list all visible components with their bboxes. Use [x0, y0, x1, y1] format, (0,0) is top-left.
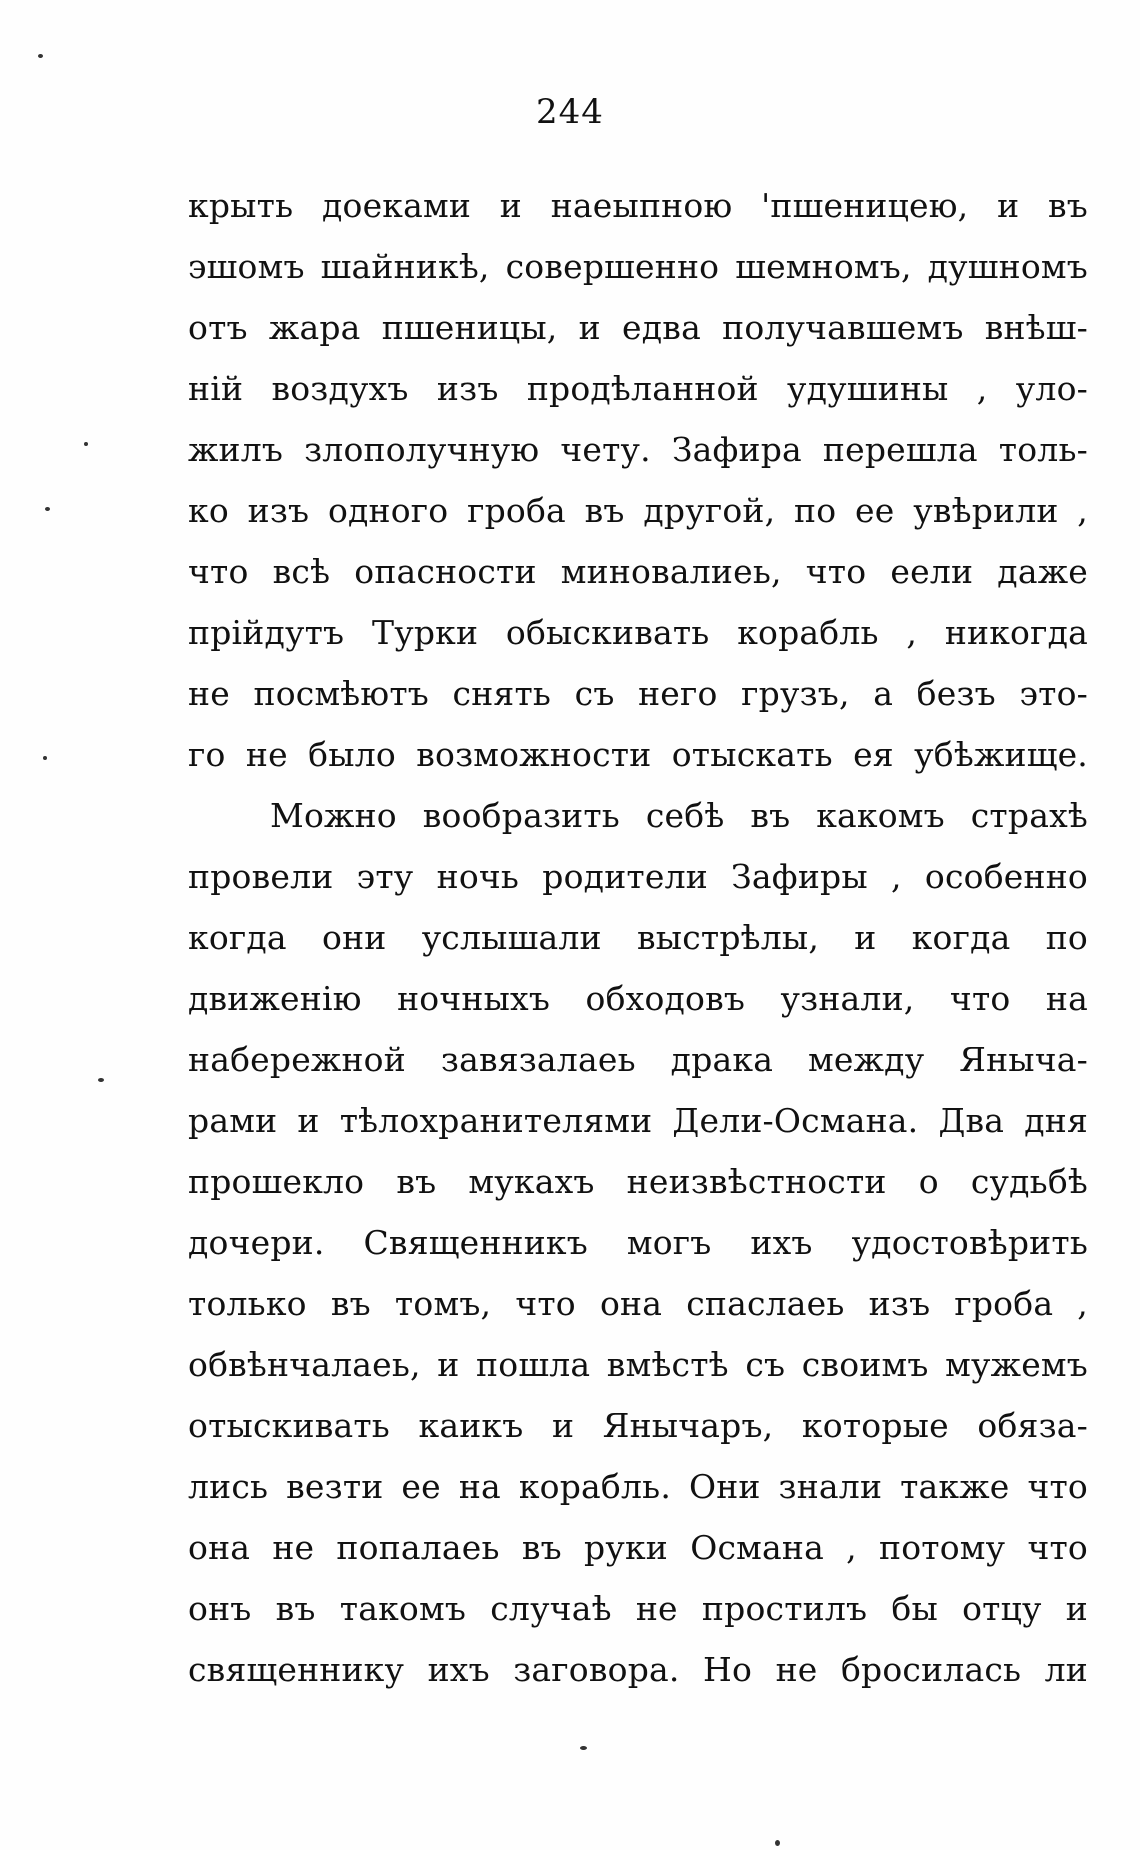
- text-line: Можно вообразить себѣ въ какомъ страхѣ: [270, 796, 1088, 835]
- text-line: обвѣнчалаеь, и пошла вмѣстѣ съ своимъ мужемъ: [188, 1345, 1088, 1384]
- text-line: набережной завязалаеь драка между Янычa-: [188, 1040, 1088, 1079]
- text-line: жилъ злополучную чету. Зафира перешла толь-: [188, 430, 1088, 469]
- text-line: когда они услышали выстрѣлы, и когда по: [188, 918, 1088, 957]
- scan-speck: [43, 756, 47, 760]
- scan-speck: [38, 54, 43, 58]
- text-line: что всѣ опасности миновалиеь, что еели даже: [188, 552, 1088, 591]
- text-line: провели эту ночь родители Зафиры , особенно: [188, 857, 1088, 896]
- text-line: крыть доеками и наеыпною 'пшеницею, и въ: [188, 186, 1088, 225]
- text-line: дочери. Священникъ могъ ихъ удостовѣрить: [188, 1223, 1088, 1262]
- scan-speck: [775, 1840, 780, 1846]
- text-line: она не попалаеь въ руки Османа , потому что: [188, 1528, 1088, 1567]
- scan-speck: [84, 442, 88, 446]
- text-line: лись везти ее на корабль. Они знали также что: [188, 1467, 1088, 1506]
- text-line: онъ въ такомъ случаѣ не простилъ бы отцу и: [188, 1589, 1088, 1628]
- text-line: движенію ночныхъ обходовъ узнали, что на: [188, 979, 1088, 1018]
- scan-speck: [580, 1746, 587, 1750]
- text-line: священнику ихъ заговора. Но не бросилась ли: [188, 1650, 1088, 1689]
- text-line: прошекло въ мукахъ неизвѣстности о судьбѣ: [188, 1162, 1088, 1201]
- text-line: эшомъ шайникѣ, совершенно шемномъ, душномъ: [188, 247, 1088, 286]
- text-line: го не было возможности отыскать ея убѣжище.: [188, 735, 1088, 774]
- text-line: ко изъ одного гроба въ другой, по ее увѣрили ,: [188, 491, 1088, 530]
- text-line: не посмѣютъ снять съ него грузъ, а безъ это-: [188, 674, 1088, 713]
- text-line: отъ жара пшеницы, и едва получавшемъ внѣш-: [188, 308, 1088, 347]
- text-line: прійдутъ Турки обыскивать корабль , никогда: [188, 613, 1088, 652]
- page-number: 244: [536, 92, 604, 132]
- scan-speck: [45, 507, 50, 511]
- text-line: отыскивать каикъ и Янычаръ, которые обяза-: [188, 1406, 1088, 1445]
- scan-speck: [98, 1078, 104, 1082]
- text-line: рами и тѣлохранителями Дели-Османа. Два дня: [188, 1101, 1088, 1140]
- text-line: только въ томъ, что она спаслаеь изъ гроба ,: [188, 1284, 1088, 1323]
- text-line: ній воздухъ изъ продѣланной удушины , уло-: [188, 369, 1088, 408]
- page-text: [188, 175, 1088, 1700]
